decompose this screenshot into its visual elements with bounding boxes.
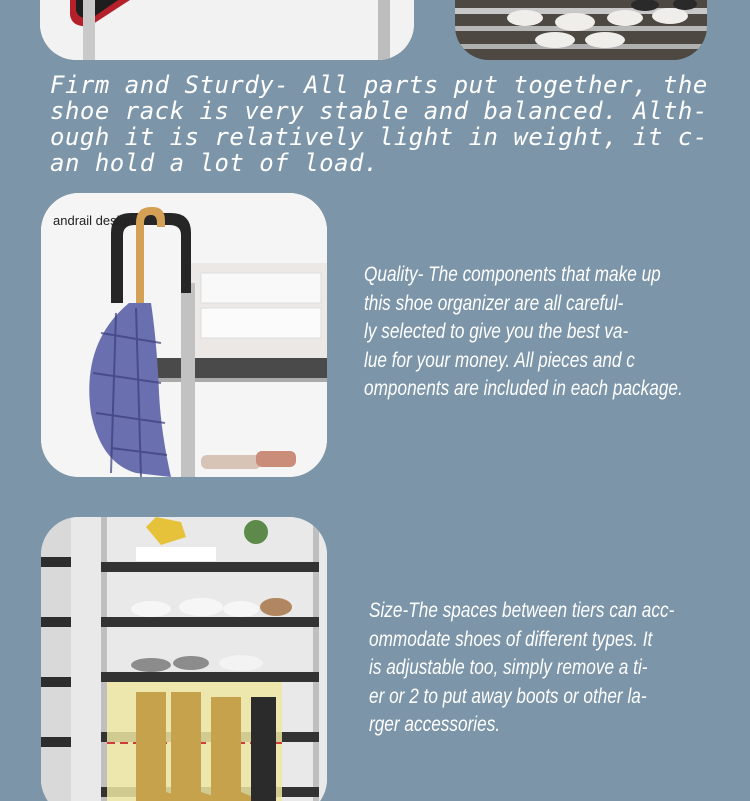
quality-description: Quality- The components that make up this shoe organizer are all careful- ly selected to give you the best va- lue for your money. All pieces and c omponents are included in each package. bbox=[364, 263, 683, 400]
shoe-rack-illustration bbox=[455, 0, 707, 60]
handrail-caption: andrail design bbox=[53, 213, 134, 228]
shoe-rack-tiers-photo bbox=[41, 517, 327, 801]
rack-with-boots-illustration bbox=[41, 517, 327, 801]
size-description: Size-The spaces between tiers can acc- ommodate shoes of different types. It is adjustable too, simply remove a ti- er or 2 to put away boots or other la- rger accessories. bbox=[369, 599, 675, 736]
handrail-design-photo bbox=[41, 193, 327, 477]
umbrella-handle-illustration bbox=[41, 193, 327, 477]
firm-and-sturdy-text: Firm and Sturdy- All parts put together, the shoe rack is very stable and balanced. Alth- ough it is relatively light in weight, it c- an hold a lot of load. bbox=[50, 71, 708, 177]
top-right-shoe-photo bbox=[455, 0, 707, 60]
top-left-product-photo bbox=[40, 0, 414, 60]
handle-illustration bbox=[40, 0, 414, 60]
